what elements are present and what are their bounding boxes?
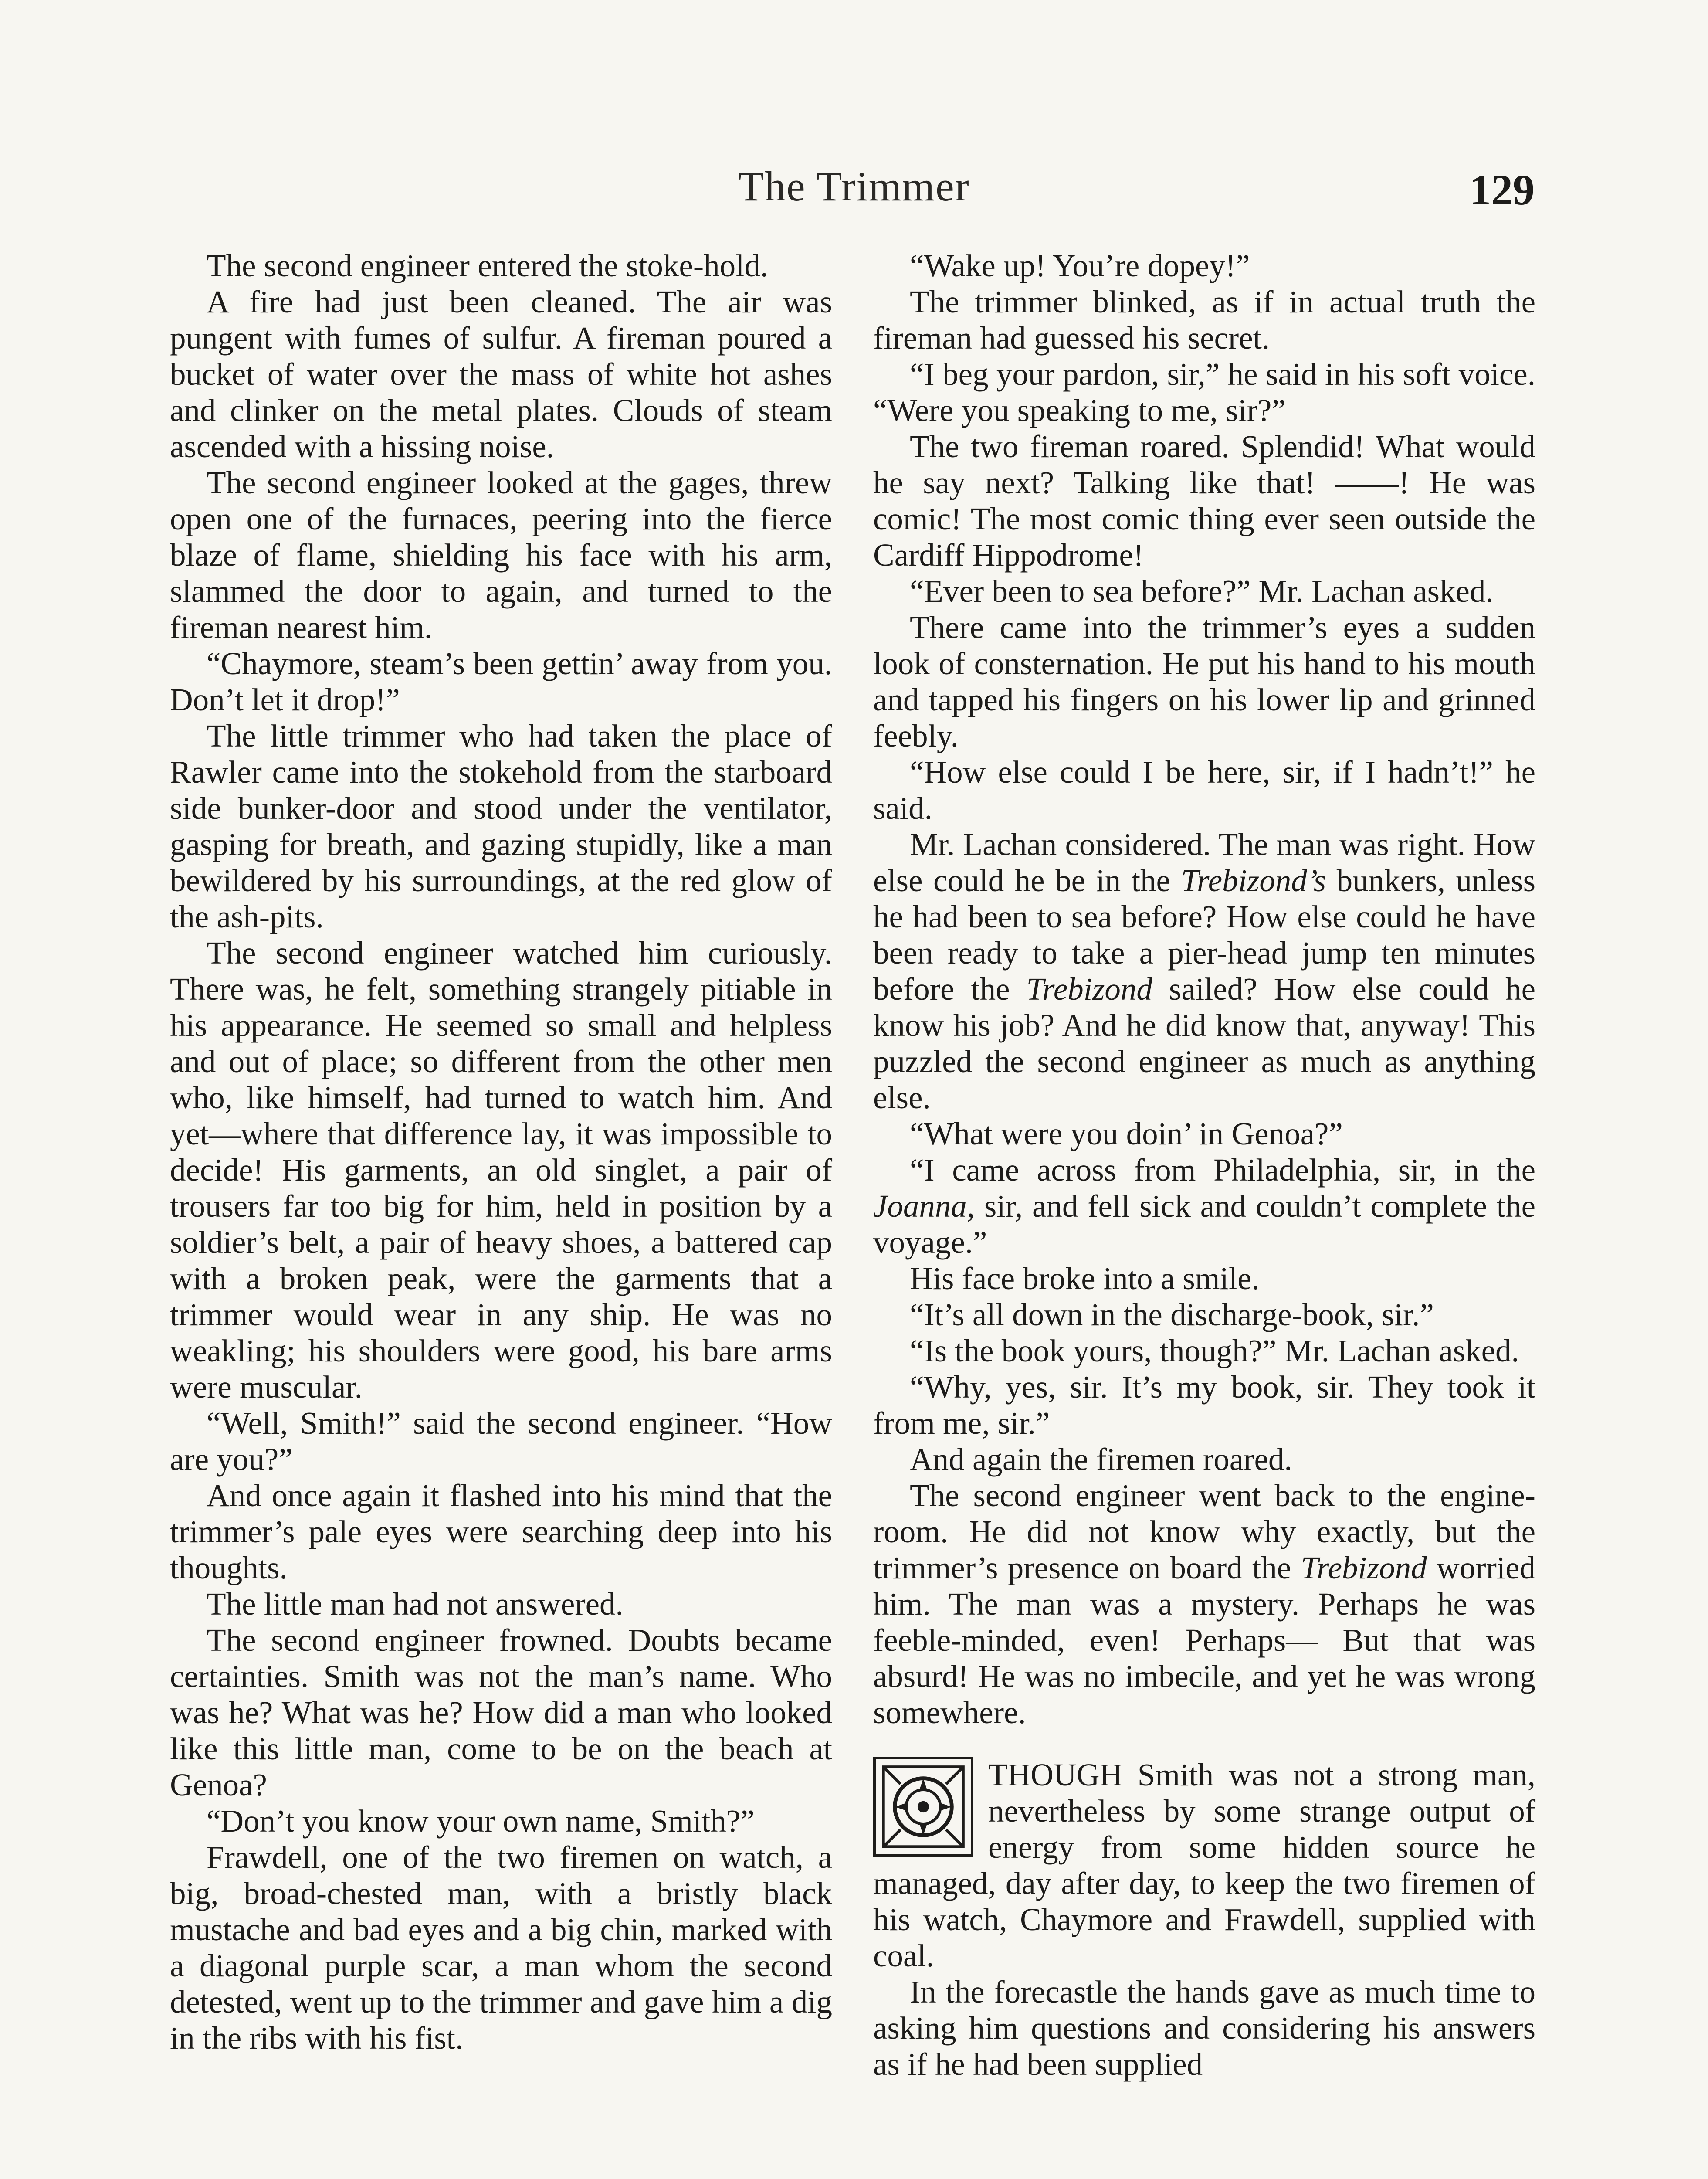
paragraph: “Why, yes, sir. It’s my book, sir. They took it from me, sir.” <box>873 1369 1535 1441</box>
ship-name: Trebizond’s <box>1181 863 1326 898</box>
paragraph: “Wake up! You’re dopey!” <box>910 248 1250 283</box>
paragraph: “How else could I be here, sir, if I hadn’t!” he said. <box>873 754 1535 826</box>
paragraph: Frawdell, one of the two firemen on watch, a big, broad-chested man, with a bristly black mustache and bad eyes and a big chin, marked with a diagonal purple scar, a man whom the second detested, went up to the trimmer and gave him a dig in the ribs with his fist. <box>170 1840 832 2056</box>
text-run: Mr. Lachan considered. The man was right. How else could he be in the <box>873 827 1535 898</box>
left-column <box>170 248 832 2056</box>
ornamental-initial-icon <box>873 1757 973 1857</box>
paragraph: The second engineer watched him curiously. There was, he felt, something strangely pitiable in his appearance. He seemed so small and helpless and out of place; so different from the other men who, like himself, had turned to watch him. And yet—where that difference lay, it was impossible to decide! His garments, an old singlet, a pair of trousers far too big for him, held in position by a soldier’s belt, a pair of heavy shoes, a battered cap with a broken peak, were the garments that a trimmer would wear in any ship. He was no weakling; his shoulders were good, his bare arms were muscular. <box>170 935 832 1405</box>
paragraph: In the forecastle the hands gave as much time to asking him questions and considering his answers as if he had been supplied <box>873 1974 1535 2082</box>
ornament-graphic <box>876 1759 971 1854</box>
right-column <box>873 248 1535 2082</box>
page-number: 129 <box>1469 166 1535 214</box>
paragraph: The second engineer entered the stoke-hold. <box>207 248 769 283</box>
paragraph: The little trimmer who had taken the place of Rawler came into the stokehold from the starboard side bunker-door and stood under the ventilator, gasping for breath, and gazing stupidly, like a man bewildered by his surroundings, at the red glow of the ash-pits. <box>170 718 832 934</box>
paragraph <box>873 1152 1535 1260</box>
paragraph: The little man had not answered. <box>207 1586 624 1622</box>
paragraph: The two fireman roared. Splendid! What would he say next? Talking like that! ——! He was comic! The most comic thing ever seen outside the Cardiff Hippodrome! <box>873 429 1535 573</box>
ship-name: Trebizond <box>1026 971 1152 1007</box>
paragraph: “It’s all down in the discharge-book, sir.” <box>910 1297 1434 1332</box>
text-run: sailed? How else could he know his job? And he did know that, anyway! This puzzled the second engineer as much as anything else. <box>873 971 1536 1115</box>
section-opening-paragraph <box>873 1757 1535 1974</box>
paragraph: And once again it flashed into his mind that the trimmer’s pale eyes were searching deep into his thoughts. <box>170 1478 832 1585</box>
paragraph: The second engineer frowned. Doubts became certainties. Smith was not the man’s name. Who was he? What was he? How did a man who looked like this little man, come to be on the beach at Genoa? <box>170 1622 832 1802</box>
paragraph: “Well, Smith!” said the second engineer. “How are you?” <box>170 1405 832 1477</box>
text-run: worried him. The man was a mystery. Perhaps he was feeble-minded, even! Perhaps— But that was absurd! He was no imbecile, and yet he was wrong somewhere. <box>873 1550 1535 1730</box>
ship-name: Joanna <box>873 1188 967 1224</box>
paragraph: A fire had just been cleaned. The air was pungent with fumes of sulfur. A fireman poured a bucket of water over the mass of white hot ashes and clinker on the metal plates. Clouds of steam ascended with a hissing noise. <box>170 284 832 464</box>
paragraph: There came into the trimmer’s eyes a sudden look of consternation. He put his hand to his mouth and tapped his fingers on his lower lip and grinned feebly. <box>873 610 1535 753</box>
ship-name: Trebizond <box>1301 1550 1427 1585</box>
paragraph <box>873 1477 1535 1731</box>
text-run: “I came across from Philadelphia, sir, in the <box>910 1152 1535 1188</box>
paragraph: The second engineer looked at the gages, threw open one of the furnaces, peering into the fierce blaze of flame, shielding his face with his arm, slammed the door to again, and turned to the fireman nearest him. <box>170 465 832 645</box>
paragraph: “Is the book yours, though?” Mr. Lachan asked. <box>910 1333 1519 1368</box>
paragraph: “Don’t you know your own name, Smith?” <box>207 1803 755 1839</box>
paragraph: “I beg your pardon, sir,” he said in his soft voice. “Were you speaking to me, sir?” <box>873 356 1535 428</box>
text-run: bunkers, unless he had been to sea before? How else could he have been ready to take a pier-head jump ten minutes before the <box>873 863 1535 1007</box>
paragraph: And again the firemen roared. <box>910 1442 1292 1477</box>
paragraph: “What were you doin’ in Genoa?” <box>910 1116 1343 1151</box>
text-run: Smith was not a strong man, nevertheless by some strange output of energy from some hidden source he managed, day after day, to keep the two firemen of his watch, Chaymore and Frawdell, supplied with coal. <box>873 1757 1535 1973</box>
text-run: The second engineer went back to the engine-room. He did not know why exactly, but the trimmer’s presence on board the <box>873 1478 1535 1585</box>
paragraph: “Chaymore, steam’s been gettin’ away from you. Don’t let it drop!” <box>170 646 832 717</box>
paragraph: “Ever been to sea before?” Mr. Lachan asked. <box>910 574 1494 609</box>
paragraph <box>873 826 1535 1116</box>
text-run: , sir, and fell sick and couldn’t complete the voyage.” <box>873 1188 1535 1260</box>
lead-in-word: THOUGH <box>988 1757 1123 1792</box>
paragraph: His face broke into a smile. <box>910 1261 1260 1296</box>
running-title: The Trimmer <box>738 163 970 210</box>
paragraph: The trimmer blinked, as if in actual truth the fireman had guessed his secret. <box>873 284 1535 356</box>
